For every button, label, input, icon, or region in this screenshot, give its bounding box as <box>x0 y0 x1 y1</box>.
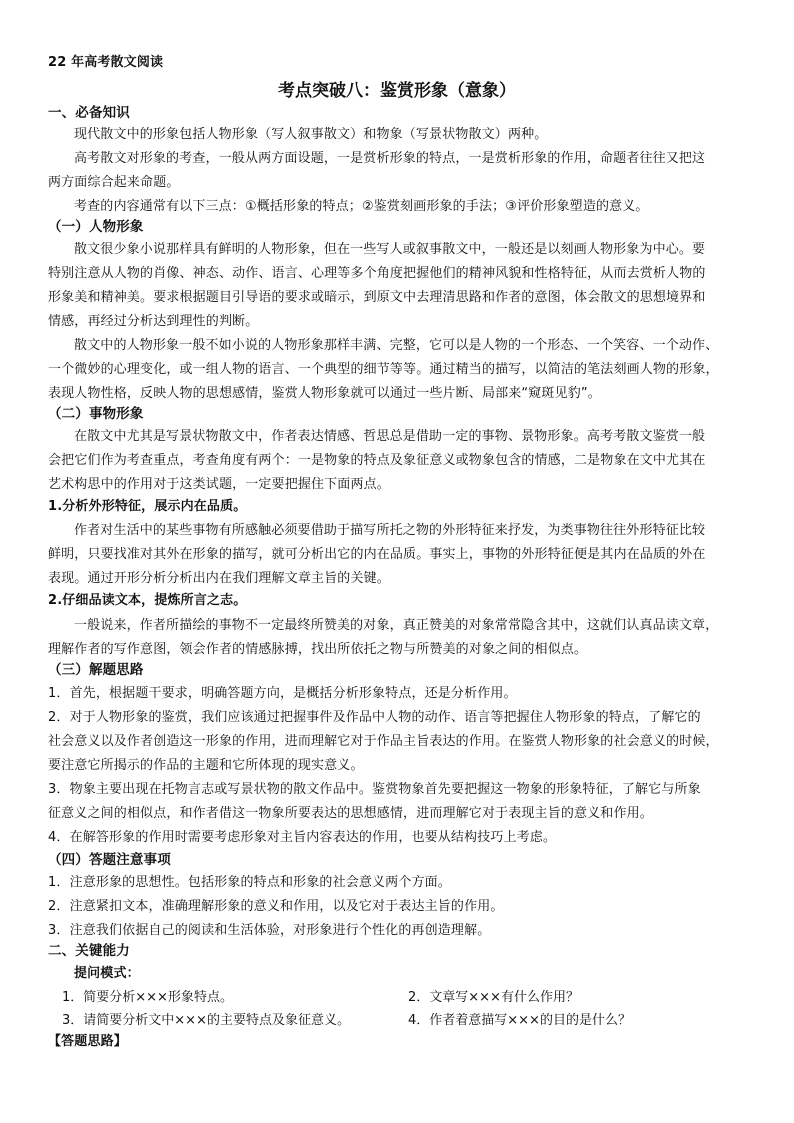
subsection-heading-4: （四）答题注意事项 <box>48 852 171 868</box>
paragraph: 形象美和精神美。要求根据题目引导语的要求或暗示，到原文中去理清思路和作者的意图，体会散文的思想境界和 <box>48 290 706 305</box>
paragraph: 一个微妙的心理变化，或一组人物的语言、一个典型的细节等等。通过精当的描写，以简洁的笔法刻画人物的形象， <box>48 362 719 377</box>
paragraph: 理解作者的写作意图，领会作者的情感脉搏，找出所依托之物与所赞美的对象之间的相似点。 <box>48 642 588 657</box>
section-heading-2: 二、关键能力 <box>48 943 130 959</box>
list-item: 1．首先，根据题干要求，明确答题方向，是概括分析形象特点，还是分析作用。 <box>48 686 517 701</box>
paragraph: 作者对生活中的某些事物有所感触必须要借助于描写所托之物的外形特征来抒发，为类事物往往外形特征比较 <box>74 523 706 538</box>
list-item: 2．对于人物形象的鉴赏，我们应该通过把握事件及作品中人物的动作、语言等把握住人物形象的特点，了解它的 <box>48 710 701 725</box>
paragraph: 考查的内容通常有以下三点：①概括形象的特点；②鉴赏刻画形象的手法；③评价形象塑造的意义。 <box>74 199 649 214</box>
paragraph: 特别注意从人物的肖像、神态、动作、语言、心理等多个角度把握他们的精神风貌和性格特征，从而去赏析人物的 <box>48 266 706 281</box>
section-heading-1: 一、必备知识 <box>48 105 130 121</box>
paragraph: 情感，再经过分析达到理性的判断。 <box>48 314 259 329</box>
question-pattern-1: 1．简要分析×××形象特点。 <box>62 990 233 1005</box>
question-pattern-2: 2．文章写×××有什么作用？ <box>408 990 579 1005</box>
point-heading-2: 2.仔细品读文本，提炼所言之志。 <box>48 593 247 608</box>
list-item: 3．物象主要出现在托物言志或写景状物的散文作品中。鉴赏物象首先要把握这一物象的形象特征，了解它与所象 <box>48 782 701 797</box>
point-heading-1: 1.分析外形特征，展示内在品质。 <box>48 499 247 514</box>
paragraph: 现代散文中的形象包括人物形象（写人叙事散文）和物象（写景状物散文）两种。 <box>74 127 548 142</box>
list-item: 3．注意我们依据自己的阅读和生活体验，对形象进行个性化的再创造理解。 <box>48 923 491 938</box>
paragraph: 会把它们作为考查重点，考查角度有两个：一是物象的特点及象征意义或物象包含的情感，二是物象在文中尤其在 <box>48 453 706 468</box>
paragraph: 艺术构思中的作用对于这类试题，一定要把握住下面两点。 <box>48 477 390 492</box>
list-item: 要注意它所揭示的作品的主题和它所体现的现实意义。 <box>48 758 364 773</box>
paragraph: 一般说来，作者所描绘的事物不一定最终所赞美的对象，真正赞美的对象常常隐含其中，这就们认真品读文章， <box>74 618 719 633</box>
answer-approach-heading: 【答题思路】 <box>48 1034 127 1049</box>
paragraph: 散文很少象小说那样具有鲜明的人物形象，但在一些写人或叙事散文中，一般还是以刻画人物形象为中心。要 <box>74 242 706 257</box>
subsection-heading-2: （二）事物形象 <box>48 406 144 422</box>
question-pattern-4: 4．作者着意描写×××的目的是什么？ <box>408 1013 631 1028</box>
paragraph: 散文中的人物形象一般不如小说的人物形象那样丰满、完整，它可以是人物的一个形态、一个笑容、一个动作、 <box>74 338 719 353</box>
question-pattern-3: 3．请简要分析文中×××的主要特点及象征意义。 <box>62 1013 350 1028</box>
list-item: 征意义之间的相似点，和作者借这一物象所要表达的思想感情，进而理解它对于表现主旨的意义和作用。 <box>48 806 653 821</box>
subsection-heading-3: （三）解题思路 <box>48 662 144 678</box>
page-title: 考点突破八：鉴赏形象（意象） <box>278 81 516 101</box>
document-tag: 22 年高考散文阅读 <box>48 55 164 70</box>
paragraph: 在散文中尤其是写景状物散文中，作者表达情感、哲思总是借助一定的事物、景物形象。高考考散文鉴赏一般 <box>74 429 706 444</box>
paragraph: 表现人物性格，反映人物的思想感情，鉴赏人物形象就可以通过一些片断、局部来“窥斑见豹”。 <box>48 386 601 401</box>
paragraph: 鲜明，只要找准对其外在形象的描写，就可分析出它的内在品质。事实上，事物的外形特征便是其内在品质的外在 <box>48 547 706 562</box>
paragraph: 两方面综合起来命题。 <box>48 175 180 190</box>
list-item: 4．在解答形象的作用时需要考虑形象对主旨内容表达的作用，也要从结构技巧上考虑。 <box>48 830 557 845</box>
subsection-heading-1: （一）人物形象 <box>48 219 144 235</box>
question-pattern-label: 提问模式： <box>74 966 140 981</box>
list-item: 1．注意形象的思想性。包括形象的特点和形象的社会意义两个方面。 <box>48 875 451 890</box>
list-item: 社会意义以及作者创造这一形象的作用，进而理解它对于作品主旨表达的作用。在鉴赏人物形象的社会意义的时候， <box>48 734 719 749</box>
paragraph: 表现。通过开形分析分析出内在我们理解文章主旨的关键。 <box>48 571 390 586</box>
list-item: 2．注意紧扣文本，准确理解形象的意义和作用，以及它对于表达主旨的作用。 <box>48 899 504 914</box>
paragraph: 高考散文对形象的考查，一般从两方面设题，一是赏析形象的特点，一是赏析形象的作用，命题者往往又把这 <box>74 151 706 166</box>
